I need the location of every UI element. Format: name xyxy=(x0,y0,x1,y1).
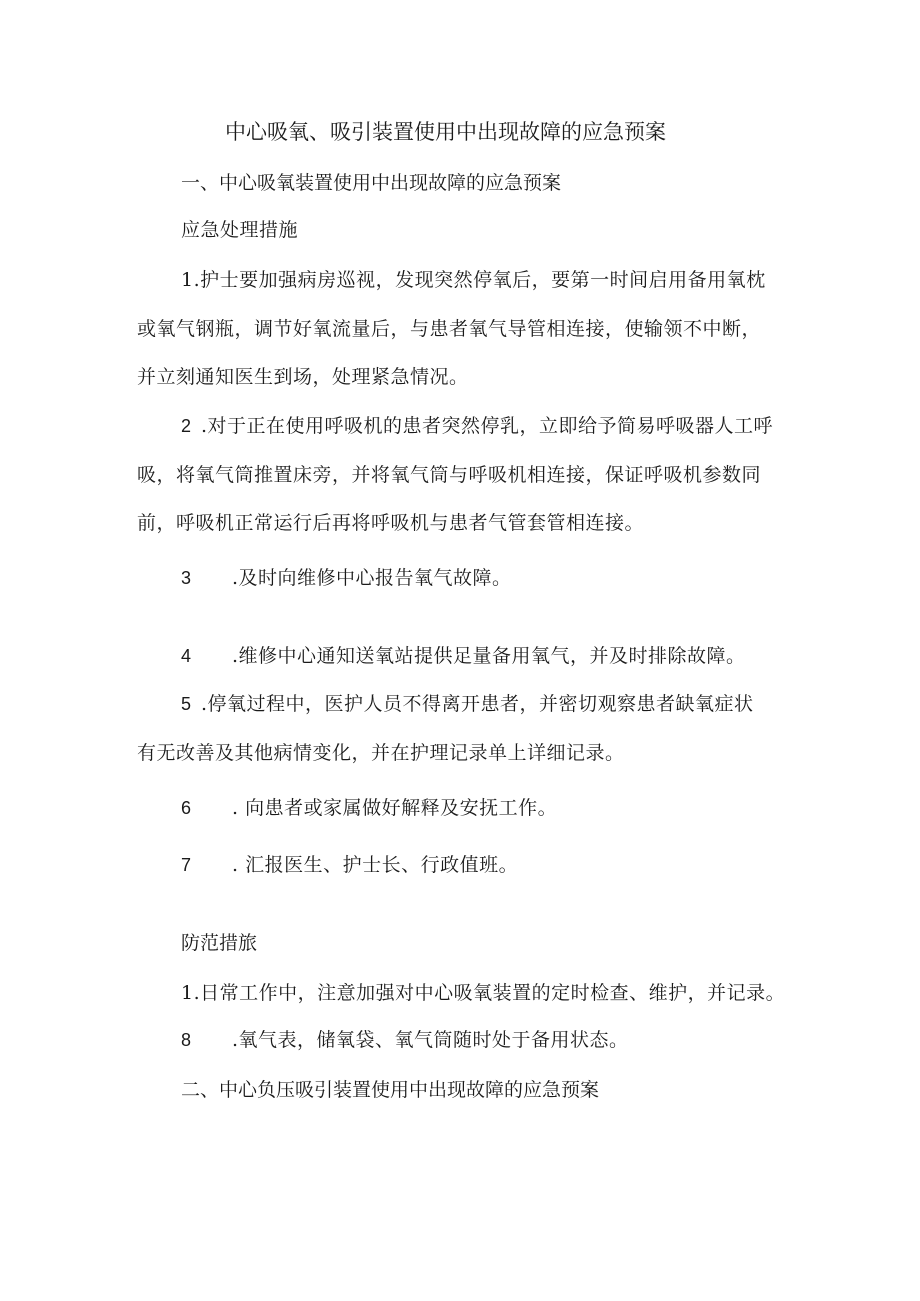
section-heading-oxygen: 一、中心吸氧装置使用中出现故障的应急预案 xyxy=(181,172,562,194)
item-4-text: .维修中心通知送氧站提供足量备用氧气，并及时排除故障。 xyxy=(232,645,746,667)
item-2-line-3: 前，呼吸机正常运行后再将呼吸机与患者气管套管相连接。 xyxy=(137,512,645,534)
item-7-number: 7 xyxy=(181,855,192,875)
item-1-line-2: 或氧气钢瓶，调节好氧流量后，与患者氧气导管相连接，使输领不中断， xyxy=(137,318,762,340)
item-6-number: 6 xyxy=(181,798,192,818)
prevention-measures-heading: 防范措旅 xyxy=(181,932,258,954)
prevention-item-2-text: .氧气表，储氧袋、氧气筒随时处于备用状态。 xyxy=(232,1029,629,1051)
item-5-line-2: 有无改善及其他病情变化，并在护理记录单上详细记录。 xyxy=(137,742,625,764)
item-7-text: . 汇报医生、护士长、行政值班。 xyxy=(232,854,519,876)
section-heading-suction: 二、中心负压吸引装置使用中出现故障的应急预案 xyxy=(181,1079,600,1101)
item-1-line-3: 并立刻通知医生到场，处理紧急情况。 xyxy=(137,366,469,388)
item-3-number: 3 xyxy=(181,568,192,588)
document-title: 中心吸氧、吸引装置使用中出现故障的应急预案 xyxy=(225,120,666,144)
prevention-item-1: 1.日常工作中，注意加强对中心吸氧装置的定时检查、维护，并记录。 xyxy=(181,982,786,1004)
item-2-line-2: 吸，将氧气筒推置床旁，并将氧气筒与呼吸机相连接，保证呼吸机参数同 xyxy=(137,464,762,486)
item-2-line-1: .对于正在使用呼吸机的患者突然停乳，立即给予简易呼吸器人工呼 xyxy=(201,415,774,437)
emergency-measures-heading: 应急处理措施 xyxy=(181,219,299,241)
item-2-number: 2 xyxy=(181,416,192,436)
item-3-text: .及时向维修中心报告氧气故障。 xyxy=(232,567,512,589)
item-5-line-1: .停氧过程中，医护人员不得离开患者，并密切观察患者缺氧症状 xyxy=(201,693,754,715)
item-6-text: . 向患者或家属做好解释及安抚工作。 xyxy=(232,797,558,819)
item-4-number: 4 xyxy=(181,646,192,666)
prevention-item-2-number: 8 xyxy=(181,1030,192,1050)
item-5-number: 5 xyxy=(181,694,192,714)
item-1-line-1: 1.护士要加强病房巡视，发现突然停氧后，要第一时间启用备用氧枕 xyxy=(181,269,766,291)
